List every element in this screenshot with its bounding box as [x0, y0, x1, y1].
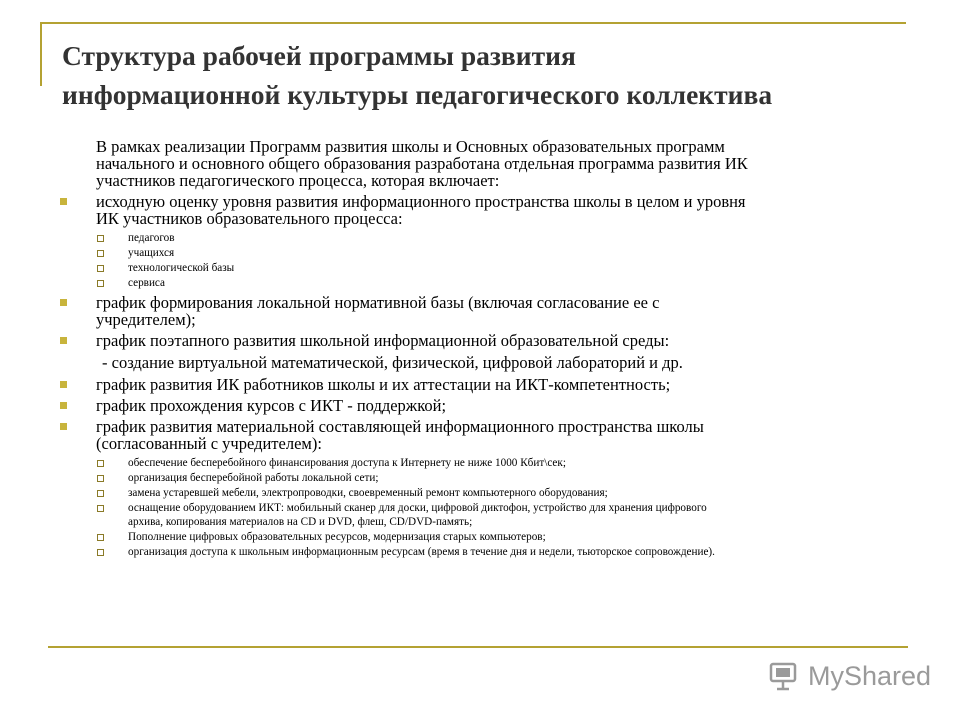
sub-bullet-text: организация бесперебойной работы локальной сети; — [128, 472, 379, 484]
sub-bullet-text: архива, копирования материалов на CD и DVD, флеш, CD/DVD-память; — [128, 516, 473, 528]
sub-bullet-text: обеспечение бесперебойного финансирования доступа к Интернету не ниже 1000 Кбит\сек; — [128, 457, 566, 469]
bullet-text: график развития ИК работников школы и их аттестации на ИКТ-компетентность; — [96, 375, 671, 394]
slide-title — [62, 36, 922, 114]
bullet-item-3 — [60, 332, 910, 349]
sub-bullet-text: Пополнение цифровых образовательных ресурсов, модернизация старых компьютеров; — [128, 531, 546, 543]
watermark-logo — [768, 658, 931, 694]
presentation-icon — [768, 659, 802, 693]
square-bullet-icon — [60, 337, 67, 344]
sub-bullet — [60, 545, 910, 559]
square-bullet-icon — [60, 299, 67, 306]
bullet-item-5 — [60, 397, 910, 414]
hollow-square-bullet-icon — [97, 280, 104, 287]
sub-bullet-text: технологической базы — [128, 262, 235, 274]
bullet-text: график поэтапного развития школьной информационной образовательной среды: — [96, 331, 670, 350]
bullet-text: учредителем); — [96, 310, 196, 329]
hollow-square-bullet-icon — [97, 475, 104, 482]
watermark-text: MyShared — [808, 660, 932, 691]
bullet-item-6 — [60, 418, 910, 452]
bullet-text: график формирования локальной нормативной базы (включая согласование ее с — [96, 293, 660, 312]
sub-bullet — [60, 276, 910, 290]
bullet-item-1 — [60, 193, 910, 227]
intro-line-1: В рамках реализации Программ развития школы и Основных образовательных программ — [96, 137, 725, 156]
sub-bullet — [60, 261, 910, 275]
frame-bottom-rule — [48, 646, 908, 648]
hollow-square-bullet-icon — [97, 235, 104, 242]
sub-bullet-text: учащихся — [128, 247, 175, 259]
bullet-item-2 — [60, 294, 910, 328]
sub-bullet-text: организация доступа к школьным информационным ресурсам (время в течение дня и недели, тьюторское сопровождение). — [128, 546, 715, 558]
bullet-text: ИК участников образовательного процесса: — [96, 209, 403, 228]
frame-left-rule — [40, 22, 42, 86]
intro-line-3: участников педагогического процесса, которая включает: — [96, 171, 500, 190]
hollow-square-bullet-icon — [97, 265, 104, 272]
square-bullet-icon — [60, 198, 67, 205]
dash-line: - создание виртуальной математической, физической, цифровой лабораторий и др. — [102, 353, 683, 372]
title-line-1: Структура рабочей программы развития — [62, 40, 576, 71]
sub-bullet — [60, 486, 910, 500]
bullet-item-4 — [60, 376, 910, 393]
sub-bullet-text: сервиса — [128, 277, 165, 289]
sub-bullet-text: педагогов — [128, 232, 175, 244]
bullet-text: (согласованный с учредителем): — [96, 434, 322, 453]
hollow-square-bullet-icon — [97, 549, 104, 556]
sub-bullet — [60, 471, 910, 485]
square-bullet-icon — [60, 381, 67, 388]
intro-line-2: начального и основного общего образования разработана отдельная программа развития ИК — [96, 154, 748, 173]
sub-bullet — [60, 456, 910, 470]
frame-top-rule — [40, 22, 906, 24]
intro-paragraph — [60, 138, 910, 189]
sub-bullet — [60, 530, 910, 544]
hollow-square-bullet-icon — [97, 505, 104, 512]
sub-bullet — [60, 231, 910, 245]
square-bullet-icon — [60, 402, 67, 409]
sub-bullet — [60, 246, 910, 260]
slide-content — [60, 138, 910, 560]
square-bullet-icon — [60, 423, 67, 430]
hollow-square-bullet-icon — [97, 534, 104, 541]
bullet-text: график прохождения курсов с ИКТ - поддержкой; — [96, 396, 447, 415]
title-line-2: информационной культуры педагогического коллектива — [62, 79, 773, 110]
hollow-square-bullet-icon — [97, 490, 104, 497]
bullet-text: исходную оценку уровня развития информационного пространства школы в целом и уровня — [96, 192, 746, 211]
sub-bullet — [60, 501, 910, 529]
hollow-square-bullet-icon — [97, 460, 104, 467]
sub-bullet-text: оснащение оборудованием ИКТ: мобильный сканер для доски, цифровой диктофон, устройство для хранения цифрового — [128, 502, 707, 514]
bullet-text: график развития материальной составляющей информационного пространства школы — [96, 417, 704, 436]
hollow-square-bullet-icon — [97, 250, 104, 257]
sub-bullet-text: замена устаревшей мебели, электропроводки, своевременный ремонт компьютерного оборудования; — [128, 487, 608, 499]
